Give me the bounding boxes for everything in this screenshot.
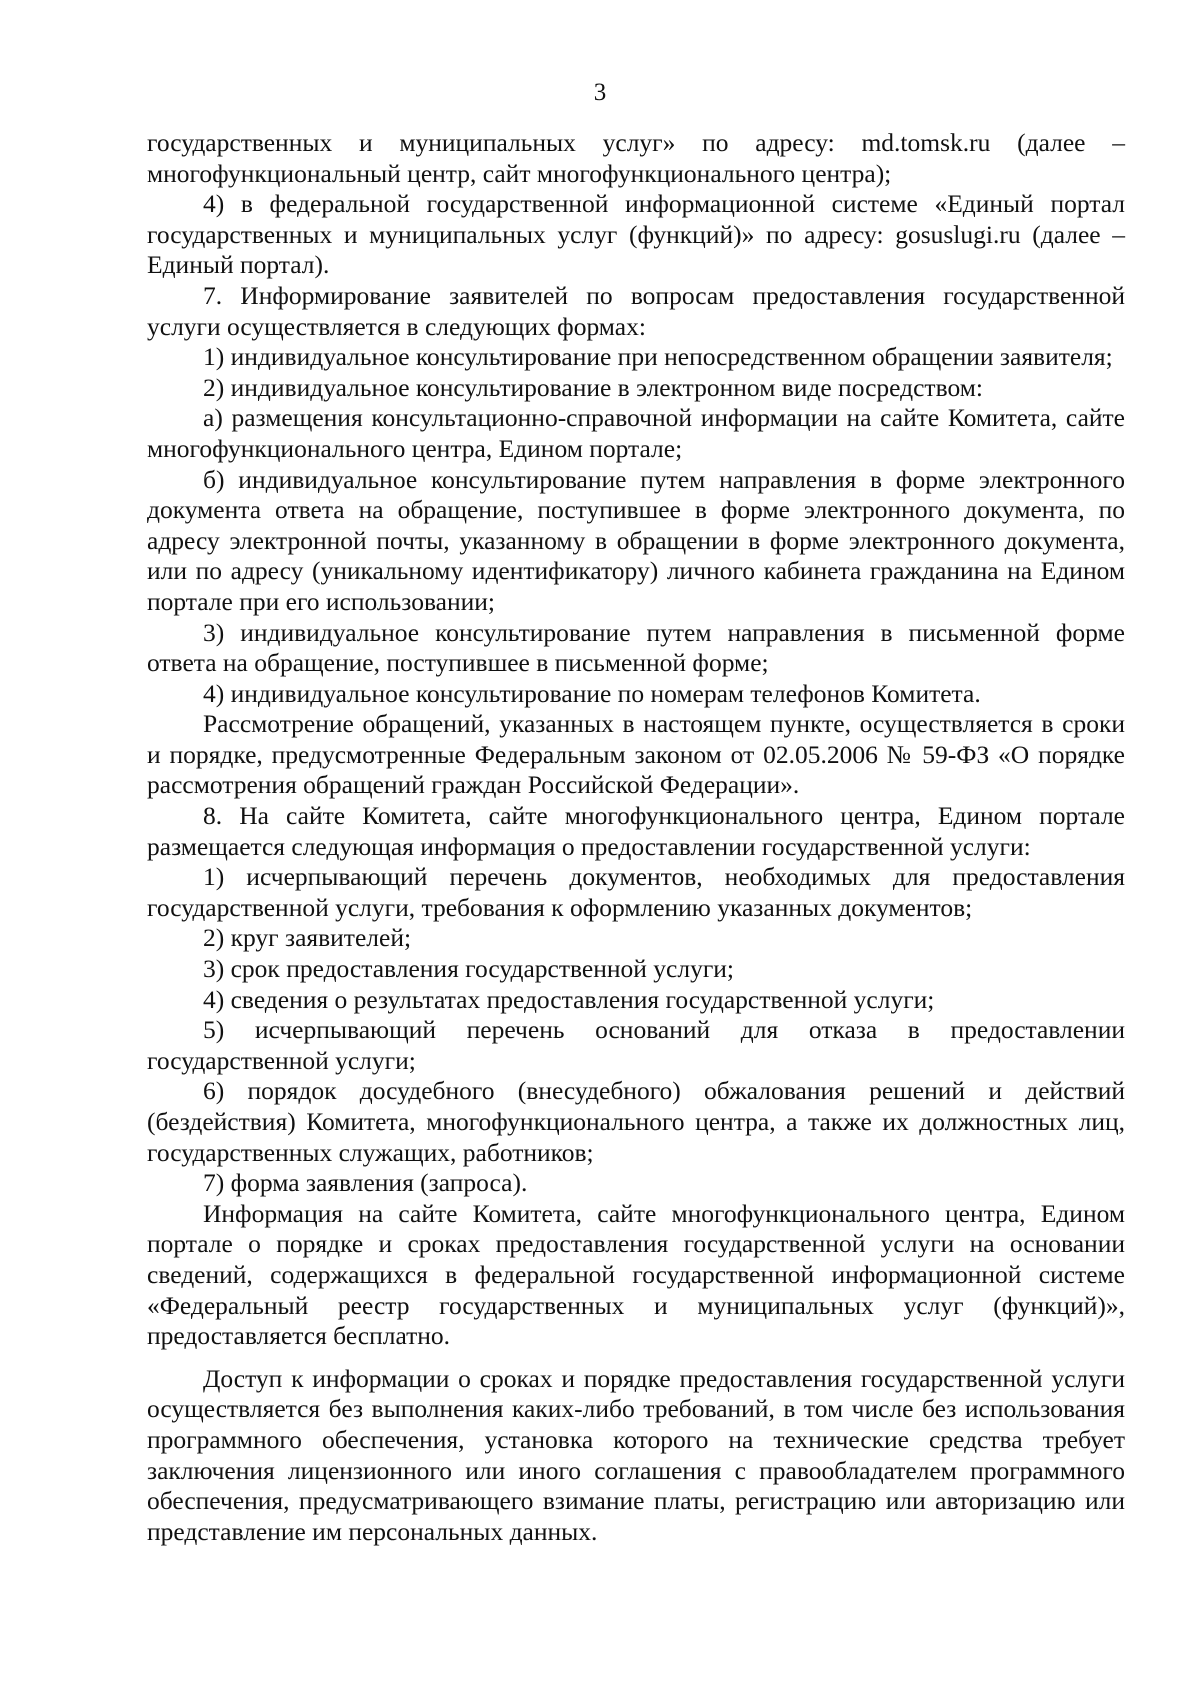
list-item-1-in-person: 1) индивидуальное консультирование при непосредственном обращении заявителя;: [203, 342, 1113, 372]
info-item-7-form: 7) форма заявления (запроса).: [203, 1168, 528, 1198]
sub-item-a: а) размещения консультационно-справочной информации на сайте Комитета, сайте многофункционального центра, Едином портале;: [147, 403, 1125, 463]
section-8-heading: 8. На сайте Комитета, сайте многофункционального центра, Едином портале размещается следующая информация о предоставлении государственной услуги:: [147, 801, 1125, 861]
paragraph-access: Доступ к информации о сроках и порядке предоставления государственной услуги осуществляется без выполнения каких-либо требований, в том числе без использования программного обеспечения, установка которого на технические средства требует заключения лицензионного или иного соглашения с правообладателем программного обеспечения, предусматривающего взимание платы, регистрацию или авторизацию или представление им персональных данных.: [147, 1363, 1125, 1546]
list-item-gosuslugi: 4) в федеральной государственной информационной системе «Единый портал государственных и муниципальных услуг (функций)» по адресу: gosuslugi.ru (далее – Единый портал).: [147, 189, 1125, 280]
paragraph-free-info: Информация на сайте Комитета, сайте многофункционального центра, Едином портале о порядке и сроках предоставления государственной услуги на основании сведений, содержащихся в федеральной государственной информационной системе «Федеральный реестр государственных и муниципальных услуг (функций)», предоставляется бесплатно.: [147, 1198, 1125, 1351]
list-item-2-electronic: 2) индивидуальное консультирование в электронном виде посредством:: [203, 372, 983, 402]
list-item-3-written: 3) индивидуальное консультирование путем направления в письменной форме ответа на обращение, поступившее в письменной форме;: [147, 617, 1125, 678]
document-body: [147, 128, 1125, 1547]
info-item-1-documents: 1) исчерпывающий перечень документов, необходимых для предоставления государственной услуги, требования к оформлению указанных документов;: [147, 862, 1125, 922]
info-item-2-applicants: 2) круг заявителей;: [203, 923, 412, 953]
sub-item-b: б) индивидуальное консультирование путем направления в форме электронного документа ответа на обращение, поступившее в форме электронного документа, по адресу электронной почты, указанному в обращении в форме электронного документа, или по адресу (уникальному идентификатору) личного кабинета гражданина на Едином портале при его использовании;: [147, 464, 1125, 616]
info-item-3-term: 3) срок предоставления государственной услуги;: [203, 954, 735, 984]
paragraph-review-terms: Рассмотрение обращений, указанных в настоящем пункте, осуществляется в сроки и порядке, предусмотренные Федеральным законом от 02.05.2006 № 59-ФЗ «О порядке рассмотрения обращений граждан Российской Федерации».: [147, 709, 1125, 800]
info-item-5-refusal: 5) исчерпывающий перечень оснований для отказа в предоставлении государственной услуги;: [147, 1015, 1125, 1075]
section-7-heading: 7. Информирование заявителей по вопросам предоставления государственной услуги осуществляется в следующих формах:: [147, 280, 1125, 341]
page-number: 3: [593, 79, 607, 106]
list-item-4-phone: 4) индивидуальное консультирование по номерам телефонов Комитета.: [203, 678, 981, 708]
paragraph-continuation: государственных и муниципальных услуг» по адресу: md.tomsk.ru (далее – многофункциональный центр, сайт многофункционального центра);: [147, 128, 1125, 188]
info-item-4-results: 4) сведения о результатах предоставления государственной услуги;: [203, 984, 935, 1014]
info-item-6-appeal: 6) порядок досудебного (внесудебного) обжалования решений и действий (бездействия) Комитета, многофункционального центра, а также их должностных лиц, государственных служащих, работников;: [147, 1076, 1125, 1167]
